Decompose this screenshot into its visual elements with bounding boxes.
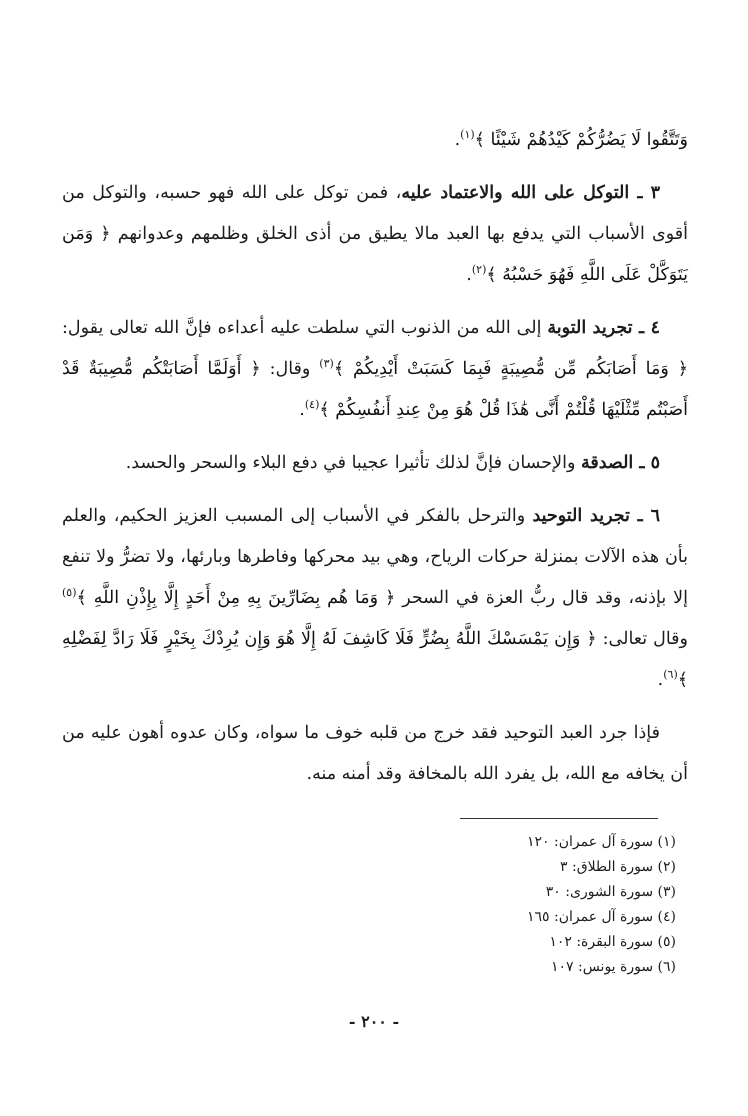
footnote-ref: (٥) — [62, 586, 77, 600]
page-number: - ٢٠٠ - — [348, 1012, 400, 1031]
section-heading: ٤ ـ تجريد التوبة — [547, 318, 660, 338]
punctuation: . — [657, 670, 664, 690]
punctuation: . — [454, 130, 461, 150]
footnote-ref: (٦) — [663, 668, 678, 682]
footnote-ref: (١) — [460, 128, 475, 142]
footnote-separator — [460, 818, 658, 819]
footnote-item: (١) سورة آل عمران: ١٢٠ — [526, 834, 676, 850]
punctuation: . — [299, 400, 305, 420]
footnote-ref: (٣) — [319, 357, 334, 371]
quran-verse: ﴿ وَمَا هُم بِضَارِّينَ بِهِ مِنْ أَحَدٍ إِلَّا بِإِذْنِ اللَّهِ ﴾ — [76, 588, 396, 608]
paragraph-text: فإذا جرد العبد التوحيد فقد خرج من قلبه خوف ما سواه، وكان عدوه أهون عليه من أن يخافه مع الله، بل يفرد الله بالمخافة وقد أمنه منه. — [62, 723, 688, 784]
quran-verse: ﴿ أَوَلَمَّا أَصَابَتْكُم مُّصِيبَةٌ قَدْ أَصَبْتُم مِّثْلَيْهَا قُلْتُمْ أَنَّى هَٰذَا قُلْ هُوَ مِنْ عِندِ أَنفُسِكُمْ ﴾ — [62, 359, 688, 420]
footnote-ref: (٤) — [304, 398, 320, 412]
paragraph-text: والترحل بالفكر في الأسباب إلى المسبب العزيز الحكيم، والعلم بأن هذه الآلات بمنزلة حركات الرياح، وهي بيد محركها وفاطرها وبارئها، ولا تضرُّ ولا تنفع إلا بإذنه، وقد قال ربُّ العزة في السحر — [62, 506, 688, 608]
paragraph-text: ، فمن توكل على الله فهو حسبه، والتوكل من أقوى الأسباب التي يدفع بها العبد مالا يطيق من أذى الخلق وظلمهم وعدوانهم — [62, 183, 688, 244]
page-body — [62, 120, 688, 807]
paragraph-conclusion — [62, 713, 688, 795]
paragraph-tawba — [62, 308, 688, 431]
section-heading: ٦ ـ تجريد التوحيد — [532, 506, 660, 526]
quran-verse: ﴿ وَمَن يَتَوَكَّلْ عَلَى اللَّهِ فَهُوَ حَسْبُهُ ﴾ — [62, 224, 688, 285]
footnote-item: (٢) سورة الطلاق: ٣ — [560, 859, 676, 875]
quran-verse: وَتَتَّقُوا لَا يَضُرُّكُمْ كَيْدُهُمْ شَيْئًا ﴾ — [474, 130, 688, 150]
paragraph-text: وقال: — [260, 359, 320, 379]
footnote-item: (٤) سورة آل عمران: ١٦٥ — [526, 909, 676, 925]
paragraph-text: وقال تعالى: — [596, 629, 688, 649]
footnote-ref: (٢) — [471, 263, 487, 277]
footnote-item: (٦) سورة يونس: ١٠٧ — [550, 959, 676, 975]
footnote-item: (٣) سورة الشورى: ٣٠ — [545, 884, 676, 900]
paragraph-sadaqa — [62, 443, 688, 484]
section-heading: ٥ ـ الصدقة — [580, 453, 660, 473]
quran-verse: ﴿ وَإِن يَمْسَسْكَ اللَّهُ بِضُرٍّ فَلَا كَاشِفَ لَهُ إِلَّا هُوَ وَإِن يُرِدْكَ بِخَيْرٍ فَلَا رَادَّ لِفَضْلِهِ ﴾ — [62, 629, 688, 690]
paragraph-tawhid — [62, 496, 688, 701]
paragraph-tawakkul — [62, 173, 688, 296]
section-heading: ٣ ـ التوكل على الله والاعتماد عليه — [401, 183, 660, 203]
footnotes-list — [416, 830, 676, 980]
quran-verse: ﴿ وَمَا أَصَابَكُم مِّن مُّصِيبَةٍ فَبِمَا كَسَبَتْ أَيْدِيكُمْ ﴾ — [333, 359, 688, 379]
paragraph-quran-continuation — [62, 120, 688, 161]
paragraph-text: إلى الله من الذنوب التي سلطت عليه أعداءه فإنَّ الله تعالى يقول: — [62, 318, 548, 338]
footnote-item: (٥) سورة البقرة: ١٠٢ — [549, 934, 676, 950]
paragraph-text: والإحسان فإنَّ لذلك تأثيرا عجيبا في دفع البلاء والسحر والحسد. — [125, 453, 581, 473]
punctuation: . — [466, 265, 472, 285]
